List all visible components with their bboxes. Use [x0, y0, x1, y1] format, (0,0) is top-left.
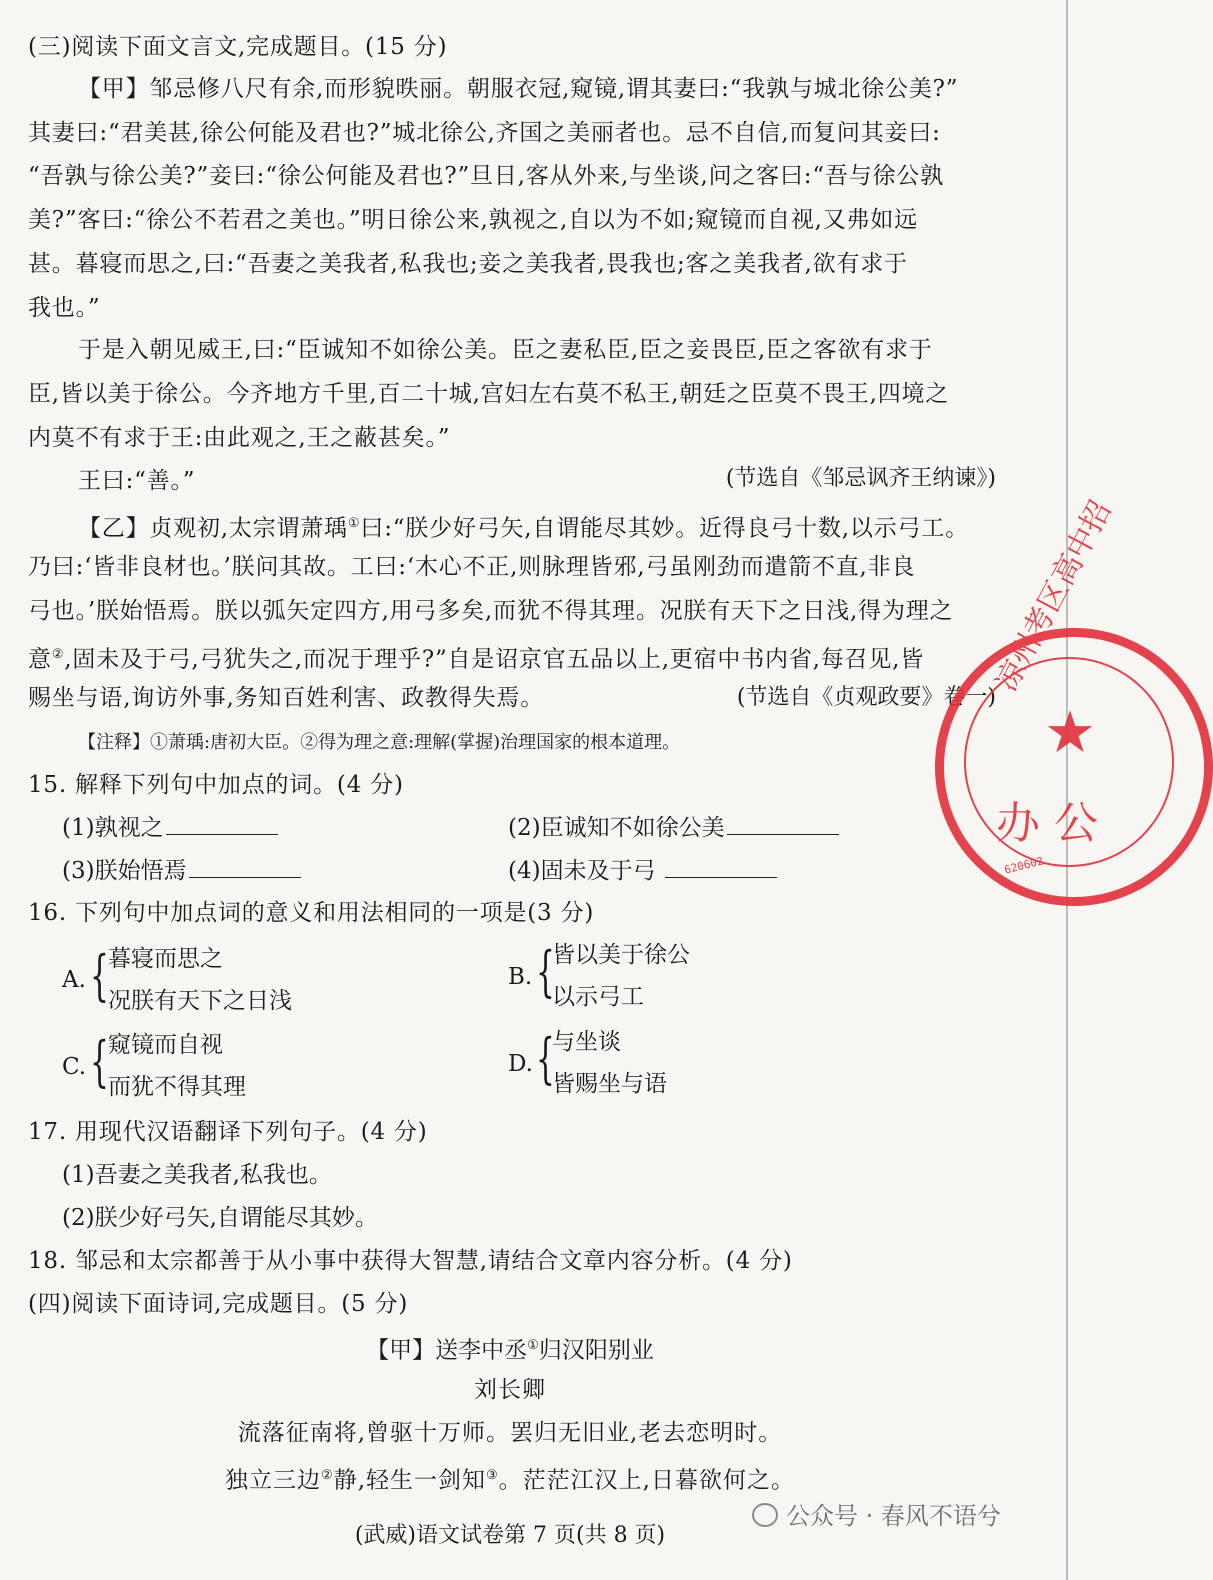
question-16-stem: 16. 下列句中加点词的意义和用法相同的一项是(3 分): [28, 900, 595, 926]
option-c-brace: {: [90, 1030, 109, 1093]
poem-title: 【甲】送李中丞①归汉阳别业: [366, 1337, 654, 1364]
option-c-label[interactable]: C.: [62, 1054, 87, 1080]
option-c-lines: 窥镜而自视 而犹不得其理: [108, 1032, 246, 1100]
section3-heading: (三)阅读下面文言文,完成题目。(15 分): [28, 34, 448, 60]
watermark: 公众号 · 春风不语兮: [752, 1496, 1001, 1531]
question-18-stem: 18. 邹忌和太宗都善于从小事中获得大智慧,请结合文章内容分析。(4 分): [28, 1248, 793, 1274]
option-d-brace: {: [536, 1027, 555, 1090]
poem-line-2: 独立三边②静,轻生一剑知③。茫茫江汉上,日暮欲何之。: [225, 1467, 795, 1494]
q15-item-4: (4)固未及于弓: [508, 856, 777, 886]
annotation-notes: 【注释】①萧瑀:唐初大臣。②得为理之意:理解(掌握)治理国家的根本道理。: [78, 732, 681, 753]
q15-item-3: (3)朕始悟焉: [62, 856, 301, 886]
answer-blank[interactable]: [189, 857, 301, 878]
passage-jia-line: 内莫不有求于王:由此观之,王之蔽甚矣。”: [28, 425, 451, 451]
passage-yi-source: (节选自《贞观政要》卷一): [736, 685, 996, 710]
passage-yi-line: 意②,固未及于弓,弓犹失之,而况于理乎?”自是诏京官五品以上,更宿中书内省,每召见,皆: [28, 646, 925, 673]
question-15-stem: 15. 解释下列句中加点的词。(4 分): [28, 772, 404, 798]
poem-line-1: 流落征南将,曾驱十万师。罢归无旧业,老去恋明时。: [237, 1420, 783, 1446]
answer-blank[interactable]: [727, 814, 839, 835]
wechat-icon: [752, 1503, 778, 1527]
passage-jia-source: (节选自《邹忌讽齐王纳谏》): [725, 466, 996, 491]
page-footer: (武威)语文试卷第 7 页(共 8 页): [354, 1523, 666, 1548]
option-d-label[interactable]: D.: [508, 1051, 533, 1077]
passage-yi-line: 乃曰:‘皆非良材也。’朕问其故。工曰:‘木心不正,则脉理皆邪,弓虽刚劲而遣箭不直,非良: [28, 554, 916, 580]
passage-jia-line: 【甲】邹忌修八尺有余,而形貌昳丽。朝服衣冠,窥镜,谓其妻曰:“我孰与城北徐公美?”: [78, 76, 959, 102]
q15-item-1: (1)孰视之: [62, 813, 278, 843]
star-icon: ★: [1044, 698, 1096, 766]
q15-item-2: (2)臣诚知不如徐公美: [508, 813, 839, 843]
seal-code: 620602: [1003, 854, 1045, 877]
option-d-lines: 与坐谈 皆赐坐与语: [552, 1029, 667, 1097]
passage-yi-line: 【乙】贞观初,太宗谓萧瑀①曰:“朕少好弓矢,自谓能尽其妙。近得良弓十数,以示弓工。: [78, 515, 969, 542]
q17-item-2: (2)朕少好弓矢,自谓能尽其妙。: [62, 1205, 378, 1231]
passage-jia-line: 臣,皆以美于徐公。今齐地方千里,百二十城,宫妇左右莫不私王,朝廷之臣莫不畏王,四境之: [28, 381, 950, 407]
seal-text: 凉州考区高中招: [989, 495, 1119, 698]
seal-office: 办 公: [996, 798, 1098, 849]
option-b-label[interactable]: B.: [508, 964, 533, 990]
passage-jia-line: 其妻曰:“君美甚,徐公何能及君也?”城北徐公,齐国之美丽者也。忌不自信,而复问其妾曰:: [28, 120, 941, 146]
option-b-lines: 皆以美于徐公 以示弓工: [552, 942, 690, 1010]
section4-heading: (四)阅读下面诗词,完成题目。(5 分): [28, 1291, 409, 1317]
official-seal: [935, 495, 1213, 906]
option-b-brace: {: [536, 940, 555, 1003]
q17-item-1: (1)吾妻之美我者,私我也。: [62, 1162, 332, 1188]
passage-jia-line: 于是入朝见威王,曰:“臣诚知不如徐公美。臣之妻私臣,臣之妾畏臣,臣之客欲有求于: [78, 337, 933, 363]
passage-jia-line: 美?”客曰:“徐公不若君之美也。”明日徐公来,孰视之,自以为不如;窥镜而自视,又弗如远: [28, 207, 918, 233]
option-a-brace: {: [90, 944, 109, 1007]
answer-blank[interactable]: [665, 857, 777, 878]
passage-yi-line: 赐坐与语,询访外事,务知百姓利害、政教得失焉。: [28, 685, 545, 711]
passage-yi-line: 弓也。’朕始悟焉。朕以弧矢定四方,用弓多矣,而犹不得其理。况朕有天下之日浅,得为理之: [28, 598, 954, 624]
passage-jia-line: 甚。暮寝而思之,曰:“吾妻之美我者,私我也;妾之美我者,畏我也;客之美我者,欲有求于: [28, 251, 908, 277]
passage-jia-line: “吾孰与徐公美?”妾曰:“徐公何能及君也?”旦日,客从外来,与坐谈,问之客曰:“吾与徐公孰: [28, 163, 944, 189]
passage-jia-line: 我也。”: [28, 295, 101, 321]
passage-jia-last: 王曰:“善。”: [78, 468, 196, 494]
question-17-stem: 17. 用现代汉语翻译下列句子。(4 分): [28, 1119, 428, 1145]
answer-blank[interactable]: [166, 814, 278, 835]
poem-author: 刘长卿: [474, 1377, 546, 1403]
option-a-label[interactable]: A.: [62, 967, 86, 993]
option-a-lines: 暮寝而思之 况朕有天下之日浅: [108, 946, 292, 1014]
